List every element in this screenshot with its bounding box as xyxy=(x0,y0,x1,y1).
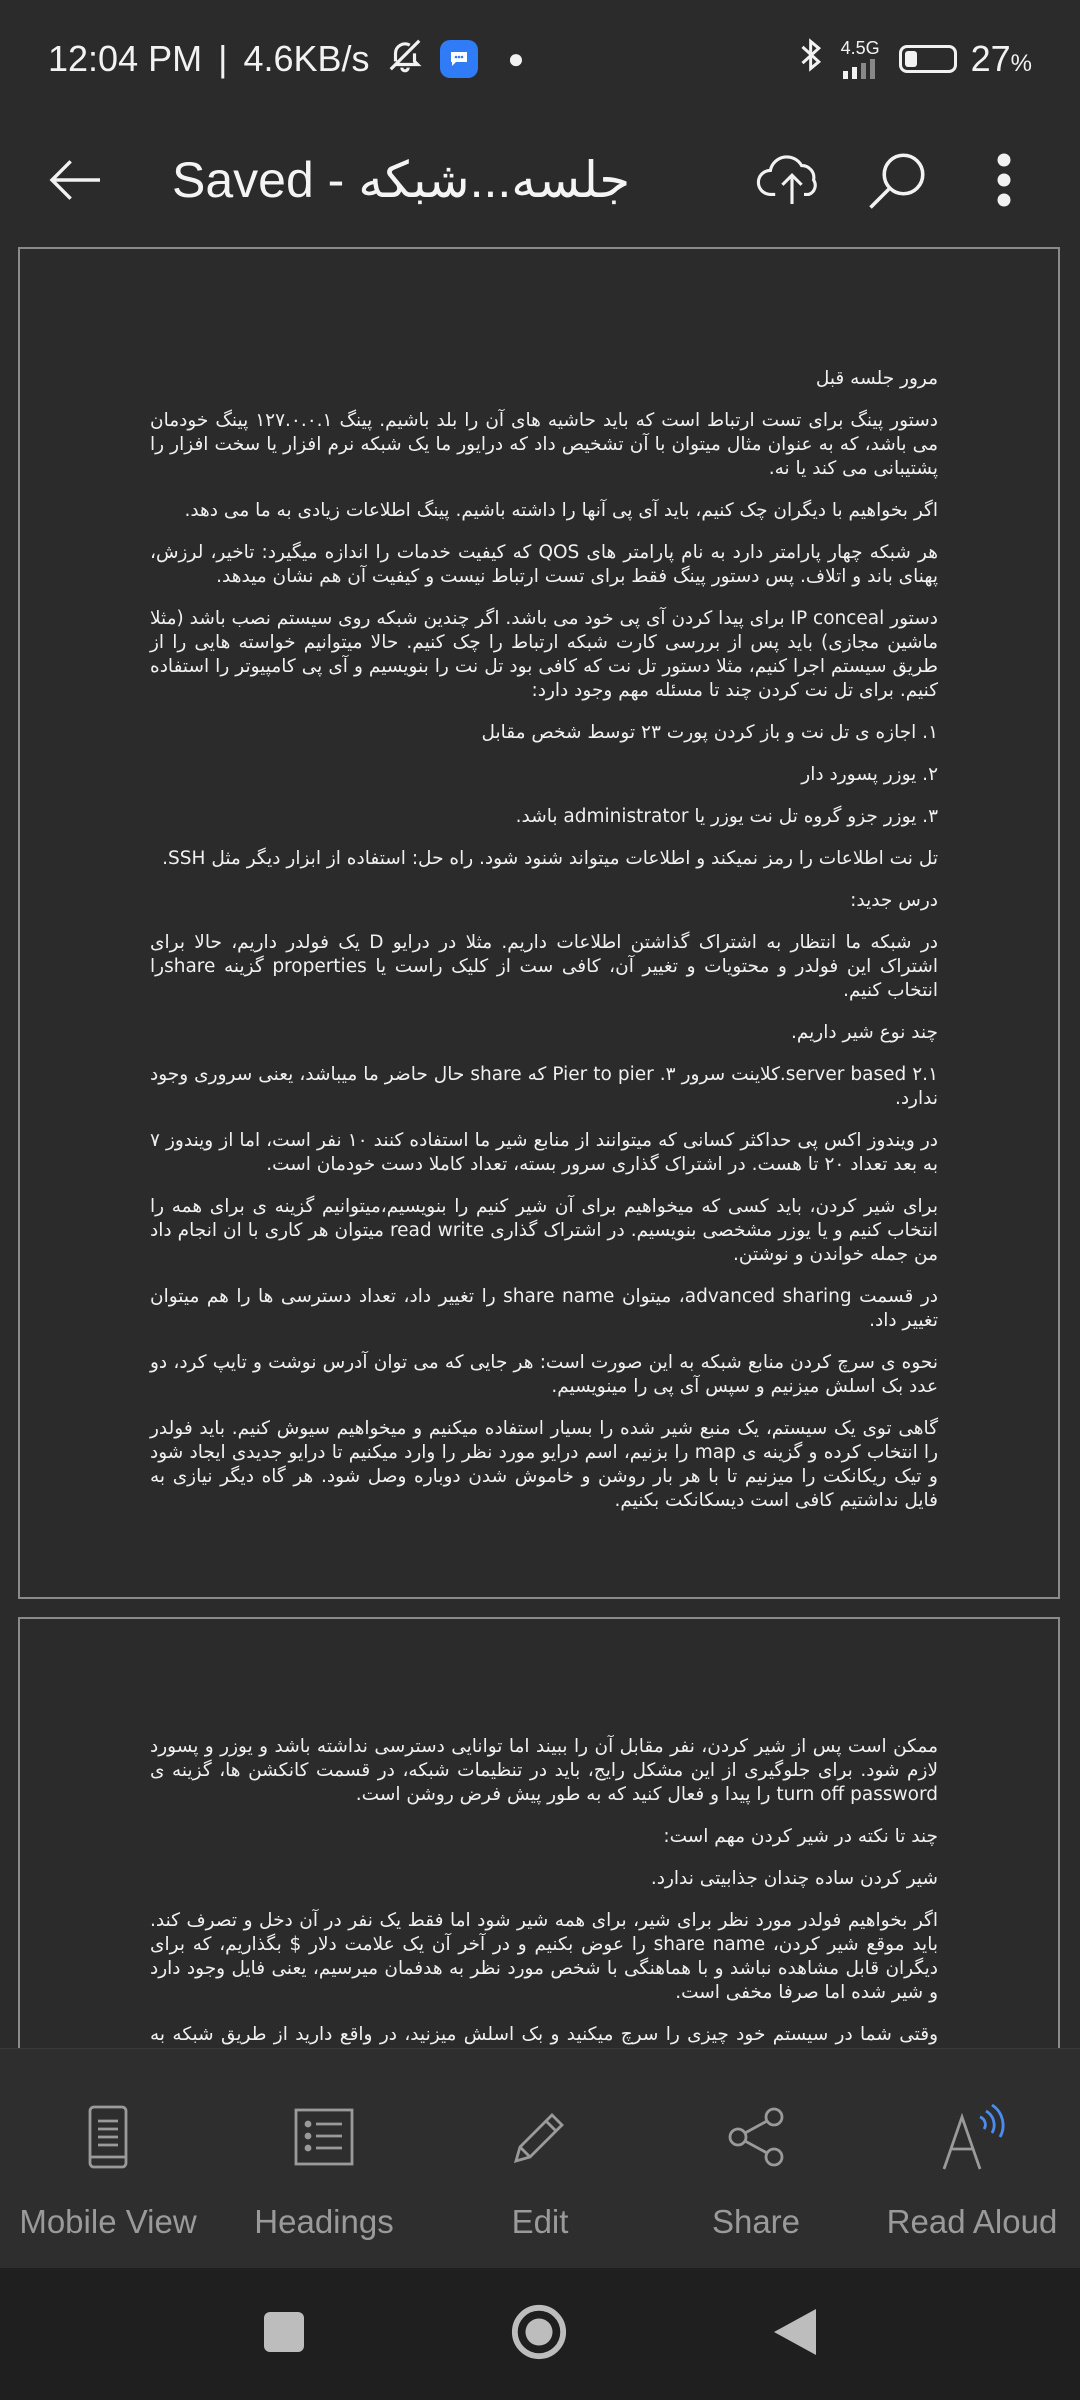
paragraph: در شبکه ما انتظار به اشتراک گذاشتن اطلاعات داریم. مثلا در درایو D یک فولدر داریم، حالا برای اشتراک این فولدر و محتویات و تغییر آن، کافی ست از کلیک راست یا properties گزینه shareرا انتخاب کنیم. xyxy=(150,932,939,1001)
status-right xyxy=(797,36,1032,83)
headings-button[interactable] xyxy=(219,2049,429,2241)
system-navigation-bar xyxy=(0,2268,1080,2400)
network-type: 4.5G xyxy=(840,38,880,58)
pencil-icon xyxy=(508,2101,572,2173)
paragraph: ممکن است پس از شیر کردن، نفر مقابل آن را ببیند اما توانایی دسترسی نداشته باشد و یوزر و پسورد لازم شود. برای جلوگیری از این مشکل رایج، باید در تنظیمات شبکه، در قسمت کانکشن ها، گزینه ی turn off password را پیدا و فعال کنید که به طور پیش فرض روشن است. xyxy=(150,1736,938,1805)
mobile-view-icon xyxy=(86,2101,130,2173)
document-title: Saved - جلسه...شبکه xyxy=(172,152,631,208)
battery-icon xyxy=(899,45,957,73)
mobile-view-button[interactable] xyxy=(3,2049,213,2241)
more-options-icon[interactable] xyxy=(964,140,1044,220)
headings-label: Headings xyxy=(254,2203,394,2240)
network-speed: 4.6KB/s xyxy=(243,38,370,79)
clock: 12:04 PM xyxy=(48,38,203,79)
paragraph: چند نوع شیر داریم. xyxy=(790,1022,938,1043)
paragraph: برای شیر کردن، باید کسی که میخواهیم برای آن شیر کنیم را بنویسیم،میتوانیم گزینه ی برای همه را انتخاب کنیم و یا یوزر مشخصی بنویسیم. در اشتراک گذاری read write میتوان هر کاری با ان انجام داد من جمله خواندن و نوشتن. xyxy=(150,1196,938,1265)
edit-button[interactable] xyxy=(435,2049,645,2241)
document-page-2 xyxy=(18,1617,1060,2117)
recent-apps-button[interactable] xyxy=(262,2310,306,2359)
paragraph: گاهی توی یک سیستم، یک منبع شیر شده را بسیار استفاده میکنیم و میخواهیم سیوش کنیم. باید فولدر را انتخاب کرده و گزینه ی map را بزنیم، اسم درایو مورد نظر را وارد میکنیم تا درایو جدیدی ایجاد شود و تیک ریکانکت را میزنیم تا با هر بار روشن و خاموش شدن دوباره وصل شود. هر گاه دیگر نیازی به فایل نداشتیم کافی است دیسکانکت بکنیم. xyxy=(150,1418,938,1511)
paragraph: دستور پینگ برای تست ارتباط است که باید حاشیه های آن را بلد باشیم. پینگ ۱۲۷.۰.۰.۱ پینگ خودمان می باشد، که به عنوان مثال میتوان با آن تشخیص داد که درایور ما یک شبکه نرم افزار یا سخت افزار را پشتیبانی می کند یا نه. xyxy=(150,410,938,479)
document-page-1 xyxy=(18,247,1060,1599)
paragraph: نحوه ی سرچ کردن منابع شبکه به این صورت است: هر جایی که می توان آدرس نوشت و تایپ کرد، دو عدد بک اسلش میزنیم و سپس آی پی را مینویسیم. xyxy=(150,1352,938,1397)
bluetooth-icon xyxy=(797,36,827,83)
paragraph: اگر بخواهیم با دیگران چک کنیم، باید آی پی آنها را داشته باشیم. پینگ اطلاعات زیادی به ما می دهد. xyxy=(184,500,938,521)
paragraph: وقتی شما در سیستم خود چیزی را سرچ میکنید و بک اسلش میزنید، در واقع دارید از طریق شبکه به xyxy=(150,2024,938,2045)
read-aloud-button[interactable] xyxy=(867,2049,1077,2241)
document-view[interactable] xyxy=(0,242,1080,2048)
paragraph: ۲. یوزر پسورد دار xyxy=(801,764,938,785)
page-2-text xyxy=(150,1735,938,2089)
paragraph: شیر کردن ساده چندان جذابیتی ندارد. xyxy=(650,1868,938,1889)
paragraph: اگر بخواهیم فولدر مورد نظر برای شیر، برای همه شیر شود اما فقط یک نفر در آن دخل و تصرف کند. باید موقع شیر کردن، share name را عوض بکنیم و در آخر آن یک علامت دلار $ بگذاریم، که برای دیگران قابل مشاهده نباشد و با هماهنگی با شخص مورد نظر به هدفمان میرسیم، یعنی فایل وجود دارد و شیر شده اما صرفا مخفی است. xyxy=(150,1910,938,2003)
paragraph: ۳. یوزر جزو گروه تل نت یوزر یا administrator باشد. xyxy=(515,806,938,827)
back-arrow-icon[interactable] xyxy=(36,140,116,220)
read-aloud-icon xyxy=(936,2101,1008,2173)
message-notification-icon xyxy=(440,40,478,78)
home-button[interactable] xyxy=(510,2303,568,2366)
status-separator: | xyxy=(218,38,228,79)
mobile-view-label: Mobile View xyxy=(19,2203,197,2240)
status-left xyxy=(48,36,524,83)
headings-icon xyxy=(294,2101,354,2173)
paragraph: ۱. اجازه ی تل نت و باز کردن پورت ۲۳ توسط شخص مقابل xyxy=(481,722,938,743)
edit-label: Edit xyxy=(511,2203,569,2240)
search-icon[interactable] xyxy=(858,140,938,220)
more-notifications-icon: ● xyxy=(507,43,525,74)
paragraph: درس جدید: xyxy=(850,890,938,911)
back-button[interactable] xyxy=(772,2307,818,2362)
battery-fill xyxy=(905,51,917,67)
signal-icon xyxy=(841,57,885,79)
status-bar xyxy=(0,0,1080,118)
battery-level: 27% xyxy=(970,38,1032,79)
paragraph: هر شبکه چهار پارامتر دارد به نام پارامتر های QOS که کیفیت خدمات را اندازه میگیرد: تاخیر، لرزش، پهنای باند و اتلاف. پس دستور پینگ فقط برای تست ارتباط نیست و کیفیت آن هم نشان میدهد. xyxy=(150,542,938,587)
read-aloud-label: Read Aloud xyxy=(886,2203,1058,2240)
app-bar xyxy=(0,118,1080,242)
page-1-text xyxy=(150,367,938,1531)
bottom-toolbar xyxy=(0,2048,1080,2269)
share-label: Share xyxy=(711,2203,801,2240)
paragraph: در قسمت advanced sharing، میتوان share name را تغییر داد، تعداد دسترسی ها را هم میتوان تغییر داد. xyxy=(150,1286,938,1331)
bell-muted-icon xyxy=(386,36,424,83)
paragraph: دستور IP conceal برای پیدا کردن آی پی خود می باشد. اگر چندین شبکه روی سیستم نصب باشد (مثلا ماشین مجازی) باید پس از بررسی کارت شبکه ارتباط را چک کنیم. حالا میتوانیم خواسته هایی را از طریق سیستم اجرا کنیم، مثلا دستور تل نت که کافی بود تل نت را بنویسیم و آی پی کامپیوتر را استفاده کنیم. برای تل نت کردن چند تا مسئله مهم وجود دارد: xyxy=(150,608,938,701)
paragraph: در ویندوز اکس پی حداکثر کسانی که میتوانند از منابع شیر ما استفاده کنند ۱۰ نفر است، اما از ویندوز ۷ به بعد تعداد ۲۰ تا هست. در اشتراک گذاری سرور بسته، تعداد کاملا دست خودمان است. xyxy=(150,1130,939,1175)
share-button[interactable] xyxy=(651,2049,861,2241)
network-indicator xyxy=(841,39,885,79)
cloud-upload-icon[interactable] xyxy=(752,140,832,220)
paragraph: تل نت اطلاعات را رمز نمیکند و اطلاعات میتواند شنود شود. راه حل: استفاده از ابزار دیگر مثل SSH. xyxy=(162,848,938,869)
share-icon xyxy=(724,2101,788,2173)
paragraph: مرور جلسه قبل xyxy=(815,368,938,389)
paragraph: چند تا نکته در شیر کردن مهم است: xyxy=(663,1826,938,1847)
paragraph: ۱.server based ۲.کلاینت سرور ۳. Pier to pier که share حال حاضر ما میباشد، یعنی سروری وجود ندارد. xyxy=(150,1064,938,1109)
